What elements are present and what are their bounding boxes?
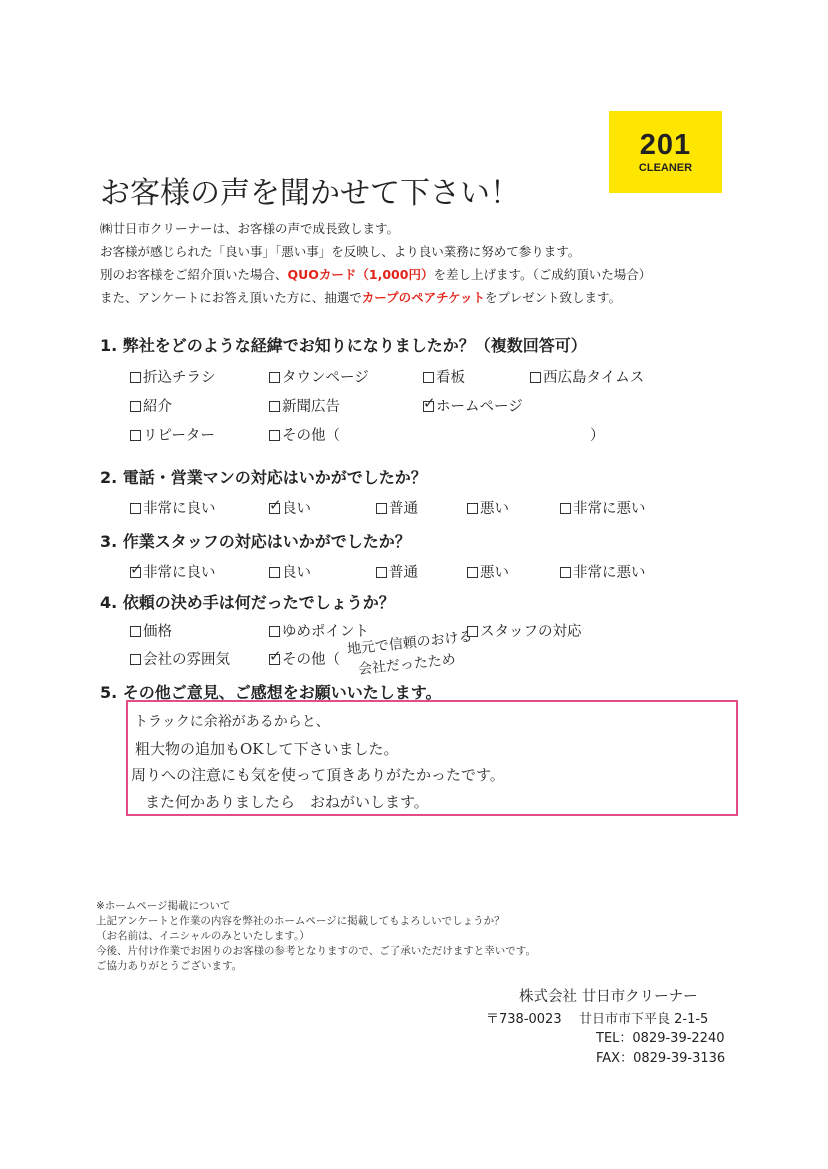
checkbox[interactable] bbox=[269, 372, 280, 383]
q1-option-repeater[interactable] bbox=[130, 424, 215, 445]
checkbox[interactable] bbox=[560, 567, 571, 578]
q1-option-homepage[interactable] bbox=[423, 395, 523, 416]
option-label: その他（ bbox=[282, 652, 340, 668]
q1-option-times[interactable] bbox=[530, 366, 644, 387]
option-label: 会社の雰囲気 bbox=[143, 652, 230, 668]
intro-line-3 bbox=[100, 265, 651, 283]
q3-option-bad[interactable] bbox=[467, 561, 509, 582]
comment-line-3: 周りへの注意にも気を使って頂きありがたかったです。 bbox=[131, 766, 505, 784]
intro-line-4 bbox=[100, 288, 621, 306]
company-tel: TEL：0829-39-2240 bbox=[596, 1031, 725, 1046]
q3-option-normal[interactable] bbox=[376, 561, 418, 582]
option-label: 普通 bbox=[389, 501, 418, 517]
intro-line-3-post: を差し上げます。（ご成約頂いた場合） bbox=[433, 267, 652, 282]
company-address: 廿日市市下平良 2-1-5 bbox=[579, 1012, 709, 1027]
checkbox[interactable] bbox=[376, 567, 387, 578]
option-label: 非常に悪い bbox=[573, 565, 646, 581]
checkbox[interactable] bbox=[130, 372, 141, 383]
notice-line-5: ご協力ありがとうございます。 bbox=[96, 960, 243, 972]
checkbox[interactable] bbox=[423, 372, 434, 383]
q4-option-price[interactable] bbox=[130, 620, 172, 641]
option-label: 非常に悪い bbox=[573, 501, 646, 517]
intro-line-2: お客様が感じられた「良い事」「悪い事」を反映し、より良い業務に努めて参ります。 bbox=[100, 244, 581, 259]
option-label: 紹介 bbox=[143, 399, 172, 415]
q1-option-other[interactable] bbox=[269, 424, 340, 445]
option-label: 看板 bbox=[436, 370, 465, 386]
notice-line-4: 今後、片付け作業でお困りのお客様の参考となりますので、ご了承いただけますと幸いです。 bbox=[96, 945, 536, 957]
option-label: リピーター bbox=[143, 428, 215, 444]
notice-heading: ※ホームページ掲載について bbox=[96, 900, 231, 912]
option-label: ゆめポイント bbox=[282, 624, 369, 640]
checkbox[interactable] bbox=[269, 567, 280, 578]
checkbox[interactable] bbox=[130, 626, 141, 637]
checkbox[interactable] bbox=[269, 401, 280, 412]
comment-line-1: トラックに余裕があるからと、 bbox=[134, 714, 330, 730]
company-logo bbox=[609, 111, 722, 193]
intro-line-3-pre: 別のお客様をご紹介頂いた場合、 bbox=[100, 267, 288, 282]
question-4: 4. 依頼の決め手は何だったでしょうか？ bbox=[100, 593, 395, 612]
option-label: 新聞広告 bbox=[282, 399, 340, 415]
option-label: 折込チラシ bbox=[143, 370, 216, 386]
option-label: 良い bbox=[282, 501, 311, 517]
question-2: 2. 電話・営業マンの対応はいかがでしたか？ bbox=[100, 468, 427, 487]
intro-line-1: ㈱廿日市クリーナーは、お客様の声で成長致します。 bbox=[100, 221, 400, 236]
checkbox[interactable] bbox=[376, 503, 387, 514]
checkbox-checked[interactable] bbox=[423, 401, 434, 412]
quo-card-highlight: QUOカード（1,000円） bbox=[287, 267, 434, 282]
checkbox[interactable] bbox=[467, 567, 478, 578]
option-label: 良い bbox=[282, 565, 311, 581]
checkbox-checked[interactable] bbox=[269, 654, 280, 665]
q1-option-flyer[interactable] bbox=[130, 366, 216, 387]
q1-other-close-paren: ） bbox=[590, 428, 605, 444]
q2-option-very-bad[interactable] bbox=[560, 497, 646, 518]
logo-subtitle: CLEANER bbox=[638, 162, 693, 174]
comment-line-4: また何かありましたら おねがいします。 bbox=[145, 793, 429, 811]
q1-option-townpage[interactable] bbox=[269, 366, 369, 387]
checkbox-checked[interactable] bbox=[130, 567, 141, 578]
page-title: お客様の声を聞かせて下さい！ bbox=[100, 176, 520, 211]
intro-line-4-post: をプレゼント致します。 bbox=[485, 290, 622, 305]
carp-ticket-highlight: カープのペアチケット bbox=[361, 290, 486, 305]
company-postal: 〒738-0023 bbox=[486, 1012, 562, 1027]
intro-line-4-pre: また、アンケートにお答え頂いた方に、抽選で bbox=[100, 290, 362, 305]
checkbox[interactable] bbox=[560, 503, 571, 514]
comment-line-2: 粗大物の追加もOKして下さいました。 bbox=[135, 740, 399, 758]
option-label: その他（ bbox=[282, 428, 340, 444]
q3-option-very-bad[interactable] bbox=[560, 561, 646, 582]
question-1: 1. 弊社をどのような経緯でお知りになりましたか？（複数回答可） bbox=[100, 336, 587, 355]
q3-option-very-good[interactable] bbox=[130, 561, 216, 582]
option-label: 普通 bbox=[389, 565, 418, 581]
q4-other-handwritten-1: 地元で信頼のおける bbox=[346, 628, 474, 658]
option-label: 悪い bbox=[480, 565, 509, 581]
option-label: ホームページ bbox=[436, 399, 523, 415]
checkbox[interactable] bbox=[269, 430, 280, 441]
option-label: タウンページ bbox=[282, 370, 369, 386]
q1-option-newspaper[interactable] bbox=[269, 395, 340, 416]
question-5: 5. その他ご意見、ご感想をお願いいたします。 bbox=[100, 683, 442, 702]
q4-option-other[interactable] bbox=[269, 648, 340, 669]
option-label: スタッフの対応 bbox=[480, 624, 582, 640]
notice-line-2: 上記アンケートと作業の内容を弊社のホームページに掲載してもよろしいでしょうか？ bbox=[96, 915, 505, 927]
q4-option-staff[interactable] bbox=[467, 620, 582, 641]
option-label: 非常に良い bbox=[143, 565, 216, 581]
q2-option-normal[interactable] bbox=[376, 497, 418, 518]
question-3: 3. 作業スタッフの対応はいかがでしたか？ bbox=[100, 532, 411, 551]
q2-option-bad[interactable] bbox=[467, 497, 509, 518]
q1-option-referral[interactable] bbox=[130, 395, 172, 416]
q4-other-handwritten-2: 会社だったため bbox=[357, 651, 457, 678]
option-label: 価格 bbox=[143, 624, 172, 640]
q3-option-good[interactable] bbox=[269, 561, 311, 582]
checkbox[interactable] bbox=[467, 503, 478, 514]
checkbox[interactable] bbox=[530, 372, 541, 383]
checkbox[interactable] bbox=[130, 430, 141, 441]
checkbox-checked[interactable] bbox=[269, 503, 280, 514]
option-label: 悪い bbox=[480, 501, 509, 517]
q2-option-good[interactable] bbox=[269, 497, 311, 518]
logo-number: 201 bbox=[639, 129, 692, 161]
checkbox[interactable] bbox=[130, 503, 141, 514]
notice-line-3: （お名前は、イニシャルのみといたします。） bbox=[96, 930, 310, 942]
checkbox[interactable] bbox=[269, 626, 280, 637]
q2-option-very-good[interactable] bbox=[130, 497, 216, 518]
option-label: 西広島タイムス bbox=[543, 370, 645, 386]
company-fax: FAX：0829-39-3136 bbox=[596, 1051, 726, 1066]
option-label: 非常に良い bbox=[143, 501, 216, 517]
checkbox[interactable] bbox=[130, 654, 141, 665]
q1-option-signboard[interactable] bbox=[423, 366, 465, 387]
q4-option-atmosphere[interactable] bbox=[130, 648, 230, 669]
checkbox[interactable] bbox=[130, 401, 141, 412]
company-name: 株式会社 廿日市クリーナー bbox=[519, 989, 698, 1005]
